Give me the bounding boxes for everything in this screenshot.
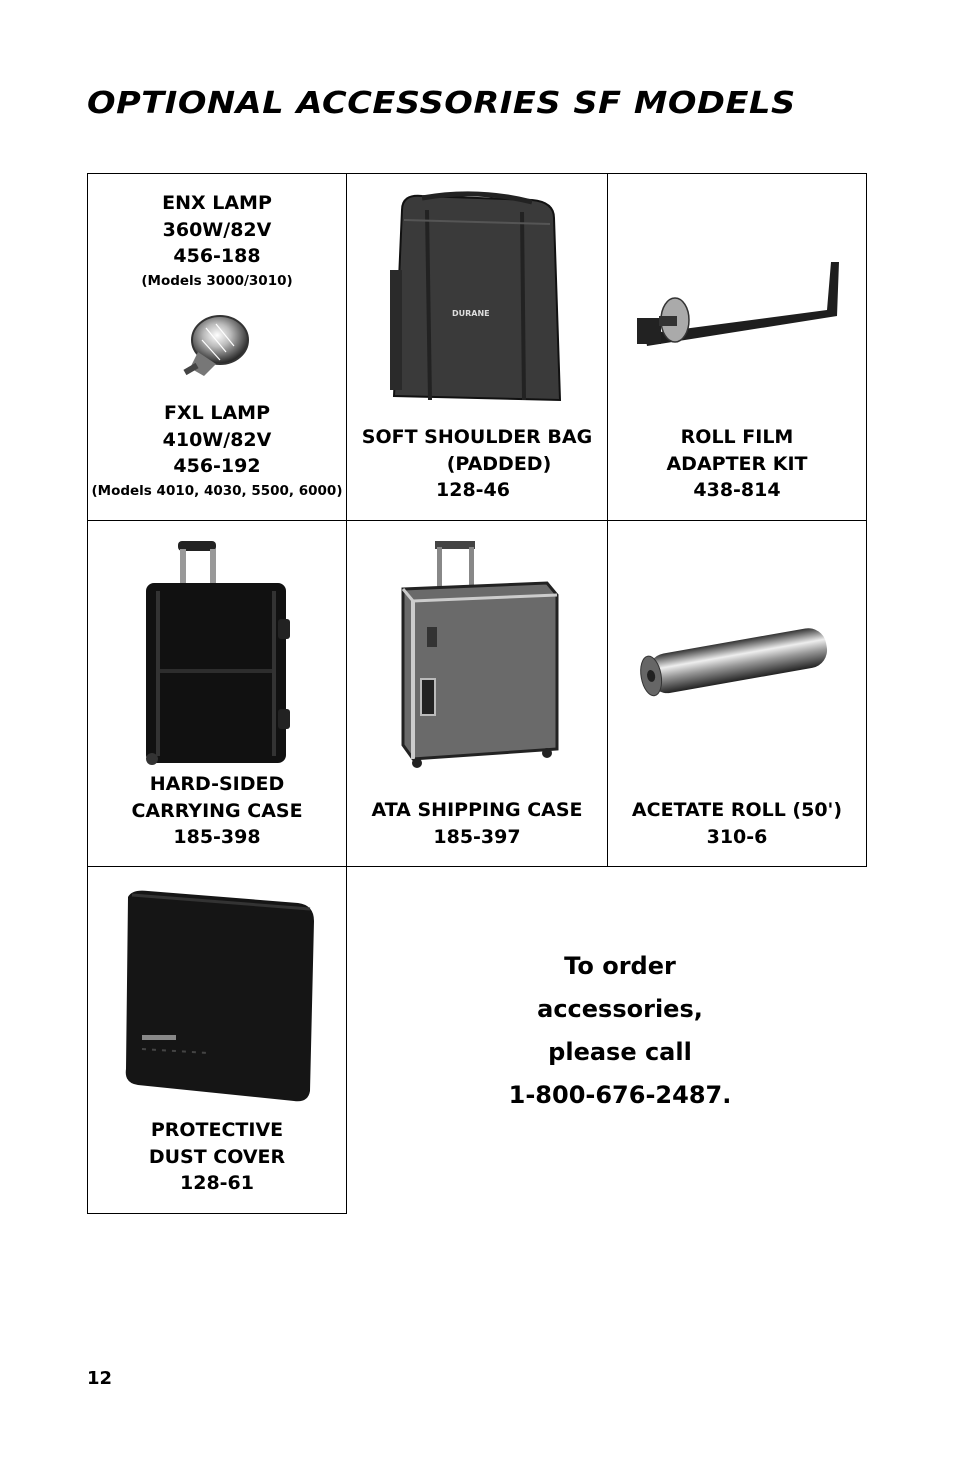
ata-case-part-number: 185-397 [433,825,521,848]
ata-case-image [397,539,567,774]
acetate-label [608,797,866,850]
ata-case-cell [346,520,608,867]
shoulder-bag-padded: (PADDED) [446,452,552,475]
fxl-lamp-part-number: 456-192 [173,455,261,477]
enx-lamp-name: ENX LAMP [162,192,272,214]
lamps-cell [87,173,347,521]
order-line-2: accessories, [537,995,703,1023]
roll-film-part-number: 438-814 [693,479,781,501]
fxl-lamp-rating: 410W/82V [162,428,272,451]
enx-lamp-rating: 360W/82V [162,218,272,241]
hard-case-name-2: CARRYING CASE [131,799,303,822]
bag-logo-text: DURANE [452,309,490,318]
roll-film-name: ROLL FILM [680,426,794,448]
acetate-name: ACETATE ROLL (50') [631,799,843,821]
dust-cover-cell [87,866,347,1214]
fxl-lamp-models: (Models 4010, 4030, 5500, 6000) [91,482,343,499]
order-line-3: please call [548,1038,692,1066]
dust-cover-part-number: 128-61 [180,1172,254,1194]
roll-film-label [608,424,866,504]
acetate-part-number: 310-6 [706,825,768,848]
ata-case-name: ATA SHIPPING CASE [371,799,583,821]
roll-film-adapter-image [633,254,848,364]
order-info [405,945,835,1117]
order-line-1: To order [564,952,676,980]
lamp-image [176,306,256,386]
dust-cover-name: PROTECTIVE [150,1119,284,1141]
shoulder-bag-cell [346,173,608,521]
roll-film-cell [607,173,867,521]
page-title: OPTIONAL ACCESSORIES SF MODELS [87,86,796,121]
dust-cover-name-2: DUST COVER [148,1145,286,1168]
shoulder-bag-name: SOFT SHOULDER BAG [361,426,593,448]
dust-cover-label [88,1117,346,1197]
page-number: 12 [87,1368,113,1389]
hard-case-part-number: 185-398 [173,826,261,848]
enx-lamp-label [88,190,346,292]
shoulder-bag-image [382,190,572,410]
shoulder-bag-label [347,424,607,504]
order-phone-number: 1-800-676-2487. [508,1081,732,1109]
hard-case-label [88,771,346,851]
shoulder-bag-part-number: 128-46 [436,479,510,501]
ata-case-label [347,797,607,850]
acetate-roll-image [636,617,841,707]
roll-film-name-2: ADAPTER KIT [666,452,808,475]
hard-case-image [140,539,295,769]
acetate-cell [607,520,867,867]
dust-cover-image [118,885,318,1110]
enx-lamp-part-number: 456-188 [173,245,261,267]
fxl-lamp-label [88,400,346,502]
hard-case-cell [87,520,347,867]
fxl-lamp-name: FXL LAMP [164,402,270,424]
hard-case-name: HARD-SIDED [149,773,285,795]
enx-lamp-models: (Models 3000/3010) [141,272,293,289]
